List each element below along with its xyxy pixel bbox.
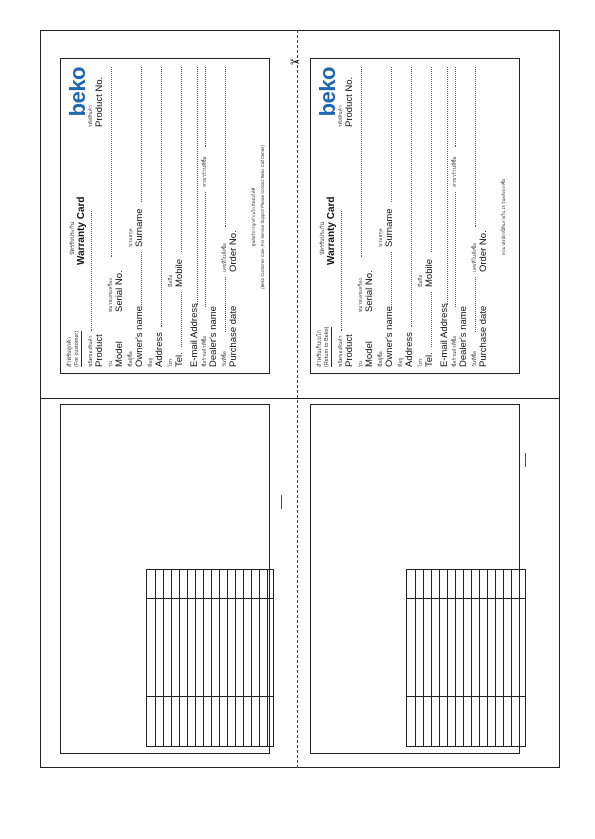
owner-field[interactable] bbox=[391, 252, 392, 307]
product-row bbox=[337, 67, 355, 367]
dealer-row bbox=[451, 67, 469, 367]
model-row bbox=[107, 67, 125, 367]
owner-label-th: ชื่อผู้ซื้อ bbox=[378, 351, 384, 367]
purchase-row bbox=[471, 67, 489, 367]
tel-row bbox=[167, 67, 185, 367]
copy-header bbox=[317, 327, 332, 367]
serial-field[interactable] bbox=[361, 67, 362, 257]
copy-label-en: (Return to Beko) bbox=[324, 326, 330, 367]
model-label: Model bbox=[364, 341, 375, 367]
copy-label-en: (For customer) bbox=[74, 330, 80, 367]
signature-mark bbox=[281, 495, 282, 509]
card-footnote: กรุณาส่งบัตรนี้คืนภายใน 15 วันหลังจากซื้อ bbox=[501, 178, 506, 256]
surname-label: Surname bbox=[384, 208, 395, 247]
purchase-date-label: Purchase date bbox=[478, 305, 489, 367]
beko-logo: beko bbox=[65, 67, 90, 117]
email-field[interactable] bbox=[447, 67, 448, 305]
card-footnote: ศูนย์บริการลูกค้าเบโก ติดต่อได้ที่ bbox=[251, 187, 256, 247]
product-field[interactable] bbox=[341, 211, 342, 331]
card-title-th: บัตรรับประกัน bbox=[320, 222, 326, 255]
product-label-th: ชนิดของสินค้า bbox=[88, 335, 94, 367]
model-row bbox=[357, 67, 375, 367]
copy-header bbox=[67, 331, 82, 367]
beko-logo: beko bbox=[315, 67, 340, 117]
service-record-panel-left bbox=[60, 404, 270, 754]
surname-label: Surname bbox=[134, 208, 145, 247]
purchase-label-th: วันที่ซื้อ bbox=[222, 351, 228, 367]
tel-label: Tel. bbox=[424, 352, 435, 367]
mobile-label-th: มือถือ bbox=[418, 274, 424, 287]
email-field[interactable] bbox=[197, 67, 198, 305]
card-title: Warranty Card bbox=[326, 196, 337, 265]
model-label-th: รุ่น bbox=[108, 360, 114, 367]
tel-label: Tel. bbox=[174, 352, 185, 367]
signature-mark bbox=[525, 453, 526, 467]
owner-row bbox=[377, 67, 395, 367]
owner-row bbox=[127, 67, 145, 367]
tel-label-th: โทร bbox=[418, 358, 424, 367]
serial-label-th: หมายเลขเครื่อง bbox=[358, 278, 364, 312]
surname-label-th: นามสกุล bbox=[128, 228, 134, 247]
dealer-label: Dealer's name bbox=[208, 306, 219, 367]
order-label-th: เลขที่ใบสั่งซื้อ bbox=[472, 243, 478, 272]
fold-line bbox=[40, 398, 560, 399]
copy-label-th: สำหรับเก็บเบโก bbox=[317, 330, 323, 367]
mobile-label: Mobile bbox=[424, 259, 435, 287]
purchase-date-label: Purchase date bbox=[228, 305, 239, 367]
serial-field[interactable] bbox=[111, 67, 112, 257]
owner-field[interactable] bbox=[141, 252, 142, 307]
address-row bbox=[147, 67, 165, 367]
dealer-branch-field[interactable] bbox=[455, 67, 456, 147]
order-no-field[interactable] bbox=[475, 67, 476, 227]
tel-field[interactable] bbox=[431, 292, 432, 347]
product-label-th: ชนิดของสินค้า bbox=[338, 335, 344, 367]
order-no-label: Order No. bbox=[228, 230, 239, 272]
cut-line bbox=[297, 30, 298, 768]
product-no-label-th: รหัสสินค้า bbox=[338, 105, 344, 127]
product-no-label-th: รหัสสินค้า bbox=[88, 105, 94, 127]
owner-label: Owner's name bbox=[384, 306, 395, 367]
tel-field[interactable] bbox=[181, 292, 182, 347]
dealer-label-th: ชื่อร้านค้าที่ซื้อ bbox=[452, 335, 458, 367]
purchase-date-field[interactable] bbox=[475, 277, 476, 332]
owner-label: Owner's name bbox=[134, 306, 145, 367]
purchase-label-th: วันที่ซื้อ bbox=[472, 351, 478, 367]
dealer-branch-label-th: สาขาร้านที่ซื้อ bbox=[202, 156, 208, 187]
card-title: Warranty Card bbox=[76, 196, 87, 265]
surname-field[interactable] bbox=[141, 67, 142, 202]
dealer-label: Dealer's name bbox=[458, 306, 469, 367]
address-label-th: ที่อยู่ bbox=[148, 357, 154, 367]
dealer-branch-field[interactable] bbox=[205, 67, 206, 147]
product-row bbox=[87, 67, 105, 367]
address-label: Address bbox=[404, 332, 415, 367]
warranty-card-customer bbox=[60, 58, 270, 374]
email-label: E-mail Address bbox=[439, 303, 450, 367]
address-row bbox=[397, 67, 415, 367]
purchase-date-field[interactable] bbox=[225, 277, 226, 332]
scissor-icon: ✂ bbox=[290, 55, 301, 69]
dealer-branch-label-th: สาขาร้านที่ซื้อ bbox=[452, 156, 458, 187]
email-label: E-mail Address bbox=[189, 303, 200, 367]
owner-label-th: ชื่อผู้ซื้อ bbox=[128, 351, 134, 367]
serial-label: Serial No. bbox=[364, 270, 375, 312]
service-record-table bbox=[406, 569, 526, 747]
service-record-panel-right bbox=[310, 404, 520, 754]
tel-label-th: โทร bbox=[168, 358, 174, 367]
dealer-field[interactable] bbox=[455, 192, 456, 307]
model-label: Model bbox=[114, 341, 125, 367]
tel-row bbox=[417, 67, 435, 367]
purchase-row bbox=[221, 67, 239, 367]
dealer-label-th: ชื่อร้านค้าที่ซื้อ bbox=[202, 335, 208, 367]
surname-label-th: นามสกุล bbox=[378, 228, 384, 247]
mobile-label: Mobile bbox=[174, 259, 185, 287]
product-no-label: Product No. bbox=[344, 76, 355, 127]
warranty-card-return bbox=[310, 58, 520, 374]
dealer-field[interactable] bbox=[205, 192, 206, 307]
mobile-label-th: มือถือ bbox=[168, 274, 174, 287]
product-label: Product bbox=[344, 334, 355, 367]
card-footnote-en: (Beko Customer Care, For Service Support Please Contact Beko Call Center) bbox=[260, 145, 265, 289]
serial-label-th: หมายเลขเครื่อง bbox=[108, 278, 114, 312]
order-no-label: Order No. bbox=[478, 230, 489, 272]
service-record-table bbox=[146, 569, 274, 747]
mobile-field[interactable] bbox=[181, 67, 182, 252]
copy-label-th: สำหรับลูกค้า bbox=[67, 337, 73, 367]
address-label-th: ที่อยู่ bbox=[398, 357, 404, 367]
surname-field[interactable] bbox=[391, 67, 392, 202]
serial-label: Serial No. bbox=[114, 270, 125, 312]
address-label: Address bbox=[154, 332, 165, 367]
model-label-th: รุ่น bbox=[358, 360, 364, 367]
product-field[interactable] bbox=[91, 211, 92, 331]
address-field[interactable] bbox=[161, 67, 162, 327]
product-label: Product bbox=[94, 334, 105, 367]
card-title-th: บัตรรับประกัน bbox=[70, 222, 76, 255]
product-no-label: Product No. bbox=[94, 76, 105, 127]
order-no-field[interactable] bbox=[225, 67, 226, 227]
address-field[interactable] bbox=[411, 67, 412, 327]
mobile-field[interactable] bbox=[431, 67, 432, 252]
dealer-row bbox=[201, 67, 219, 367]
order-label-th: เลขที่ใบสั่งซื้อ bbox=[222, 243, 228, 272]
